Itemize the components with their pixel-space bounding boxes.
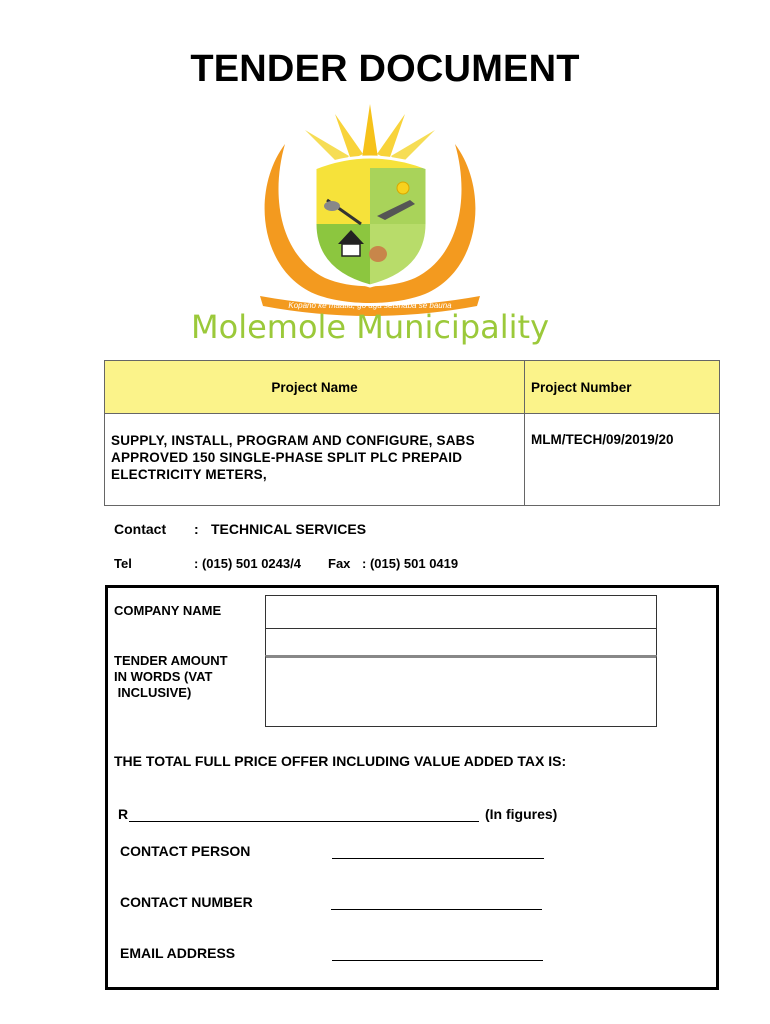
tender-amount-label-line: INCLUSIVE) xyxy=(114,685,192,700)
tender-amount-label-line: TENDER AMOUNT xyxy=(114,653,228,668)
total-price-statement: THE TOTAL FULL PRICE OFFER INCLUDING VALUE ADDED TAX IS: xyxy=(114,753,567,769)
tel-value: : (015) 501 0243/4 xyxy=(194,556,301,571)
project-name-header: Project Name xyxy=(105,361,525,414)
contact-number-label: CONTACT NUMBER xyxy=(120,894,253,910)
project-number-header: Project Number xyxy=(525,361,720,414)
fax-value: : (015) 501 0419 xyxy=(362,556,459,571)
company-name-label: COMPANY NAME xyxy=(114,603,222,618)
project-name-cell xyxy=(105,414,525,506)
municipality-name: Molemole Municipality xyxy=(191,308,549,346)
project-name-line: SUPPLY, INSTALL, PROGRAM AND CONFIGURE, SABS xyxy=(111,433,475,448)
sun-icon xyxy=(397,182,409,194)
contact-number-line[interactable] xyxy=(331,909,542,910)
document-title: TENDER DOCUMENT xyxy=(190,48,580,90)
email-address-line[interactable] xyxy=(332,960,543,961)
contact-label: Contact xyxy=(114,521,167,537)
email-address-label: EMAIL ADDRESS xyxy=(120,945,236,961)
project-table xyxy=(104,360,720,506)
project-table-row xyxy=(105,414,720,506)
company-name-input-2[interactable] xyxy=(265,628,657,656)
tender-amount-label xyxy=(114,653,228,701)
in-figures-label: (In figures) xyxy=(485,806,558,822)
project-name-line: ELECTRICITY METERS, xyxy=(111,467,267,482)
amount-figures-line[interactable] xyxy=(129,821,479,822)
fax-label: Fax xyxy=(328,556,351,571)
contact-value: TECHNICAL SERVICES xyxy=(211,521,367,537)
tender-amount-words-input[interactable] xyxy=(265,655,657,727)
contact-separator: : xyxy=(194,521,199,537)
contact-person-label: CONTACT PERSON xyxy=(120,843,251,859)
tel-label: Tel xyxy=(114,556,132,571)
company-name-input[interactable] xyxy=(265,595,657,629)
tender-amount-label-line: IN WORDS (VAT xyxy=(114,669,213,684)
project-number-cell: MLM/TECH/09/2019/20 xyxy=(525,414,720,506)
currency-symbol: R xyxy=(118,806,129,822)
municipality-logo xyxy=(165,96,575,348)
contact-person-line[interactable] xyxy=(332,858,544,859)
pot-icon xyxy=(369,246,387,262)
project-table-header-row xyxy=(105,361,720,414)
shield-icon xyxy=(315,157,427,286)
project-name-line: APPROVED 150 SINGLE-PHASE SPLIT PLC PREPAID xyxy=(111,450,463,465)
motto-text: Kopano ke maatla, go aga setshaba se bauna xyxy=(288,301,452,310)
